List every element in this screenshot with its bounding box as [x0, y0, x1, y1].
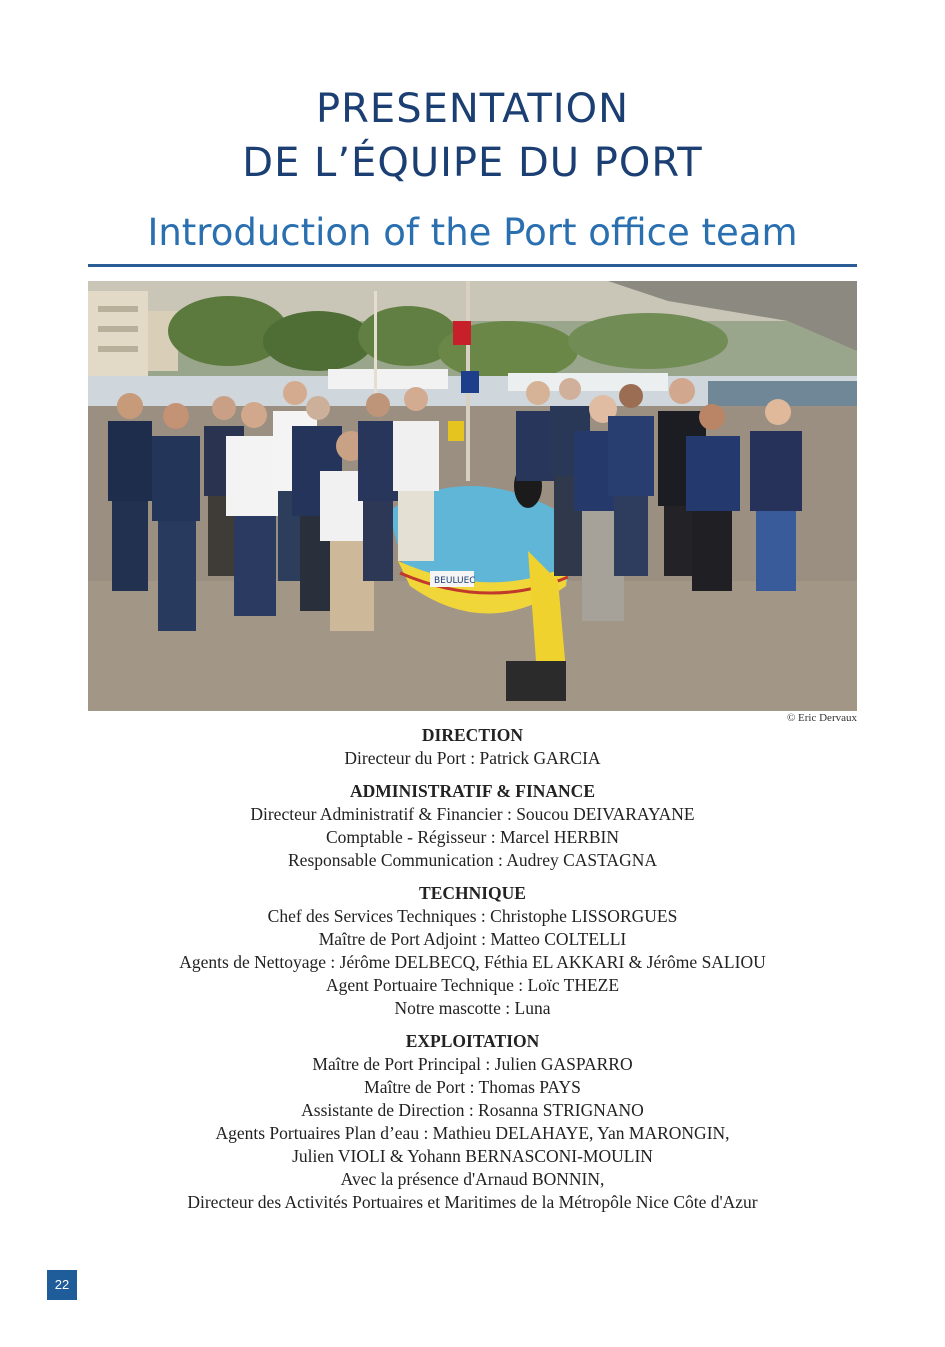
team-member-line: Comptable - Régisseur : Marcel HERBIN — [325, 827, 620, 847]
team-member-line: Directeur Administratif & Financier : Soucou DEIVARAYANE — [250, 804, 695, 824]
team-member-line: Chef des Services Techniques : Christophe LISSORGUES — [267, 906, 678, 926]
team-member-line: Directeur des Activités Portuaires et Maritimes de la Métropôle Nice Côte d'Azur — [187, 1192, 758, 1212]
page-subtitle: Introduction of the Port office team — [147, 211, 798, 254]
team-member-line: Agent Portuaire Technique : Loïc THEZE — [325, 975, 620, 995]
team-member-line: Maître de Port Adjoint : Matteo COLTELLI — [318, 929, 627, 949]
section-technique — [0, 882, 945, 1020]
team-member-line: Responsable Communication : Audrey CASTAGNA — [288, 850, 657, 870]
team-member-line: Maître de Port Principal : Julien GASPARRO — [312, 1054, 633, 1074]
page-number: 22 — [47, 1270, 77, 1300]
section-admin — [0, 780, 945, 872]
team-member-line: Maître de Port : Thomas PAYS — [364, 1077, 581, 1097]
page-title — [0, 82, 945, 190]
team-member-line: Notre mascotte : Luna — [394, 998, 551, 1018]
team-list — [0, 724, 945, 1224]
section-direction — [0, 724, 945, 770]
section-heading: TECHNIQUE — [419, 883, 526, 903]
section-heading: EXPLOITATION — [405, 1031, 540, 1051]
team-member-line: Julien VIOLI & Yohann BERNASCONI-MOULIN — [292, 1146, 653, 1166]
photo-credit: © Eric Dervaux — [786, 712, 857, 724]
section-heading: DIRECTION — [421, 725, 524, 745]
team-photo — [88, 281, 857, 711]
team-member-line: Agents Portuaires Plan d’eau : Mathieu DELAHAYE, Yan MARONGIN, — [215, 1123, 730, 1143]
team-member-line: Avec la présence d'Arnaud BONNIN, — [340, 1169, 605, 1189]
title-divider — [88, 264, 857, 267]
team-member-line: Assistante de Direction : Rosanna STRIGNANO — [301, 1100, 644, 1120]
section-exploitation — [0, 1030, 945, 1214]
title-line-2: DE L’ÉQUIPE DU PORT — [242, 140, 703, 186]
boat-name-label: BEULUEC — [434, 576, 476, 586]
title-line-1: PRESENTATION — [316, 86, 629, 132]
section-heading: ADMINISTRATIF & FINANCE — [349, 781, 595, 801]
team-member-line: Directeur du Port : Patrick GARCIA — [344, 748, 601, 768]
team-member-line: Agents de Nettoyage : Jérôme DELBECQ, Féthia EL AKKARI & Jérôme SALIOU — [179, 952, 766, 972]
